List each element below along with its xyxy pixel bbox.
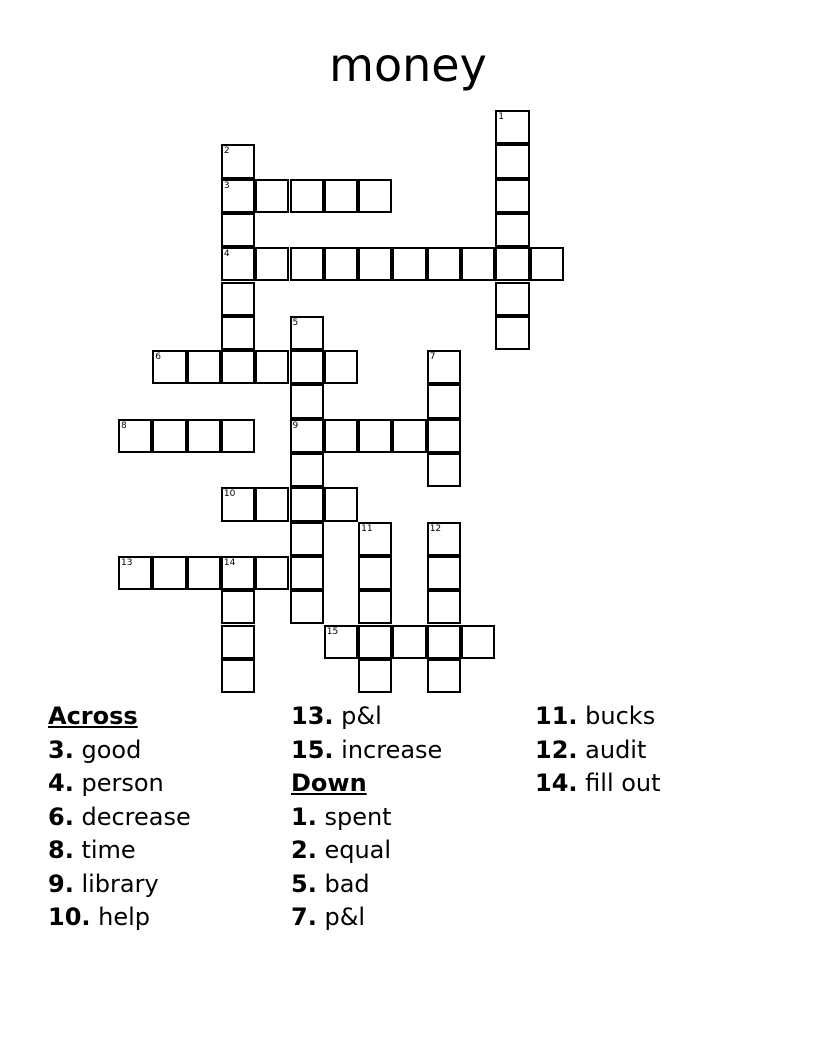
grid-cell[interactable] [290,522,324,556]
grid-cell[interactable] [427,419,461,453]
clue-number: 7 [429,352,436,363]
grid-cell[interactable] [290,316,324,350]
clue-item [291,700,442,734]
clue-text: time [81,836,136,864]
grid-cell[interactable] [358,659,392,693]
grid-cell[interactable] [221,659,255,693]
clue-number: 13 [121,557,133,568]
clue-item [291,801,442,835]
grid-cell[interactable] [461,247,495,281]
grid-cell[interactable] [152,419,186,453]
clue-text: p&l [324,903,366,931]
grid-cell[interactable] [392,247,426,281]
clue-text: p&l [341,702,382,730]
grid-cell[interactable] [461,625,495,659]
grid-cell[interactable] [358,590,392,624]
grid-cell[interactable] [427,522,461,556]
clue-number: 5 [292,317,299,328]
clue-column-2 [291,700,442,935]
clue-number: 6. [48,802,74,831]
clue-number: 15. [291,735,334,764]
grid-cell[interactable] [187,556,221,590]
grid-cell[interactable] [392,419,426,453]
clue-item [48,901,191,935]
grid-cell[interactable] [427,625,461,659]
grid-cell[interactable] [187,350,221,384]
grid-cell[interactable] [290,590,324,624]
clue-number: 1 [498,112,505,122]
grid-cell[interactable] [255,179,289,213]
grid-cell[interactable] [358,179,392,213]
clue-text: person [81,769,164,797]
clue-item [535,734,661,768]
grid-cell[interactable] [530,247,564,281]
clue-number: 11 [361,523,373,534]
clue-item [48,767,191,801]
clue-number: 3 [223,180,230,191]
grid-cell[interactable] [290,419,324,453]
clue-item [291,834,442,868]
grid-cell[interactable] [187,419,221,453]
grid-cell[interactable] [495,213,529,247]
grid-cell[interactable] [290,179,324,213]
clue-number: 15 [326,626,339,637]
clue-item [48,801,191,835]
grid-cell[interactable] [290,487,324,521]
clue-item [535,767,661,801]
grid-cell[interactable] [221,144,255,178]
clue-number: 8. [48,836,74,864]
across-column [48,700,191,935]
grid-cell[interactable] [324,179,358,213]
clue-number: 1. [291,802,317,831]
clue-number: 14. [535,769,578,797]
clue-number: 11. [535,702,578,730]
grid-cell[interactable] [324,487,358,521]
grid-cell[interactable] [221,419,255,453]
grid-cell[interactable] [358,522,392,556]
clue-number: 9. [48,869,74,898]
clue-number: 12 [429,523,442,534]
clue-item [48,834,191,868]
clue-text: fill out [585,769,661,797]
grid-cell[interactable] [427,384,461,418]
grid-cell[interactable] [495,247,529,281]
clue-number: 14 [223,557,236,568]
grid-cell[interactable] [221,213,255,247]
clue-item [291,901,442,935]
grid-cell[interactable] [255,247,289,281]
grid-cell[interactable] [358,556,392,590]
grid-cell[interactable] [324,247,358,281]
clue-number: 4. [48,769,74,797]
down-clue-list-continued [535,700,661,801]
clue-number: 4 [223,249,230,260]
across-clue-list-continued [291,700,442,767]
across-heading: Across [48,702,138,730]
grid-cell[interactable] [290,350,324,384]
clue-number: 2. [291,836,317,864]
grid-cell[interactable] [427,556,461,590]
page-title: money [329,38,487,92]
clue-text: help [98,903,151,931]
grid-cell[interactable] [427,659,461,693]
grid-cell[interactable] [495,144,529,178]
grid-cell[interactable] [358,625,392,659]
grid-cell[interactable] [221,487,255,521]
grid-cell[interactable] [392,625,426,659]
grid-cell[interactable] [495,179,529,213]
clue-text: spent [324,802,392,831]
grid-cell[interactable] [255,556,289,590]
grid-cell[interactable] [221,179,255,213]
clue-item [291,734,442,768]
grid-cell[interactable] [290,247,324,281]
grid-cell[interactable] [255,350,289,384]
grid-cell[interactable] [324,419,358,453]
grid-cell[interactable] [358,419,392,453]
clue-number: 7. [291,903,317,931]
grid-cell[interactable] [221,590,255,624]
clue-item [291,868,442,902]
clue-number: 8 [121,420,127,431]
grid-cell[interactable] [221,625,255,659]
clue-text: equal [324,836,392,864]
grid-cell[interactable] [221,316,255,350]
grid-cell[interactable] [427,350,461,384]
down-clue-list [291,801,442,935]
clue-column-3 [535,700,661,801]
clue-item [48,868,191,902]
clue-number: 13. [291,702,334,730]
grid-cell[interactable] [221,282,255,316]
down-heading: Down [291,769,367,797]
grid-cell[interactable] [495,110,529,144]
clue-text: increase [341,735,443,764]
clue-text: library [81,869,159,898]
grid-cell[interactable] [221,247,255,281]
grid-cell[interactable] [290,453,324,487]
grid-cell[interactable] [495,316,529,350]
clue-text: decrease [81,802,191,831]
clue-number: 9 [292,420,299,431]
grid-cell[interactable] [324,350,358,384]
grid-cell[interactable] [255,487,289,521]
clue-text: bucks [585,702,656,730]
clue-text: good [81,735,142,764]
clue-number: 12. [535,735,578,764]
clue-number: 6 [155,352,162,363]
clue-number: 5. [291,869,317,898]
grid-cell[interactable] [495,282,529,316]
clue-number: 2 [223,146,230,157]
grid-cell[interactable] [427,590,461,624]
grid-cell[interactable] [221,350,255,384]
clue-number: 10. [48,903,91,931]
grid-cell[interactable] [427,247,461,281]
grid-cell[interactable] [358,247,392,281]
grid-cell[interactable] [427,453,461,487]
grid-cell[interactable] [324,625,358,659]
clue-item [535,700,661,734]
grid-cell[interactable] [118,419,152,453]
grid-cell[interactable] [118,556,152,590]
across-clue-list [48,734,191,935]
clue-number: 3. [48,735,74,764]
clue-text: audit [585,735,647,764]
grid-cell[interactable] [152,556,186,590]
clue-text: bad [324,869,370,898]
grid-cell[interactable] [290,556,324,590]
clue-number: 10 [223,489,236,500]
clue-item [48,734,191,768]
grid-cell[interactable] [290,384,324,418]
grid-cell[interactable] [221,556,255,590]
grid-cell[interactable] [152,350,186,384]
